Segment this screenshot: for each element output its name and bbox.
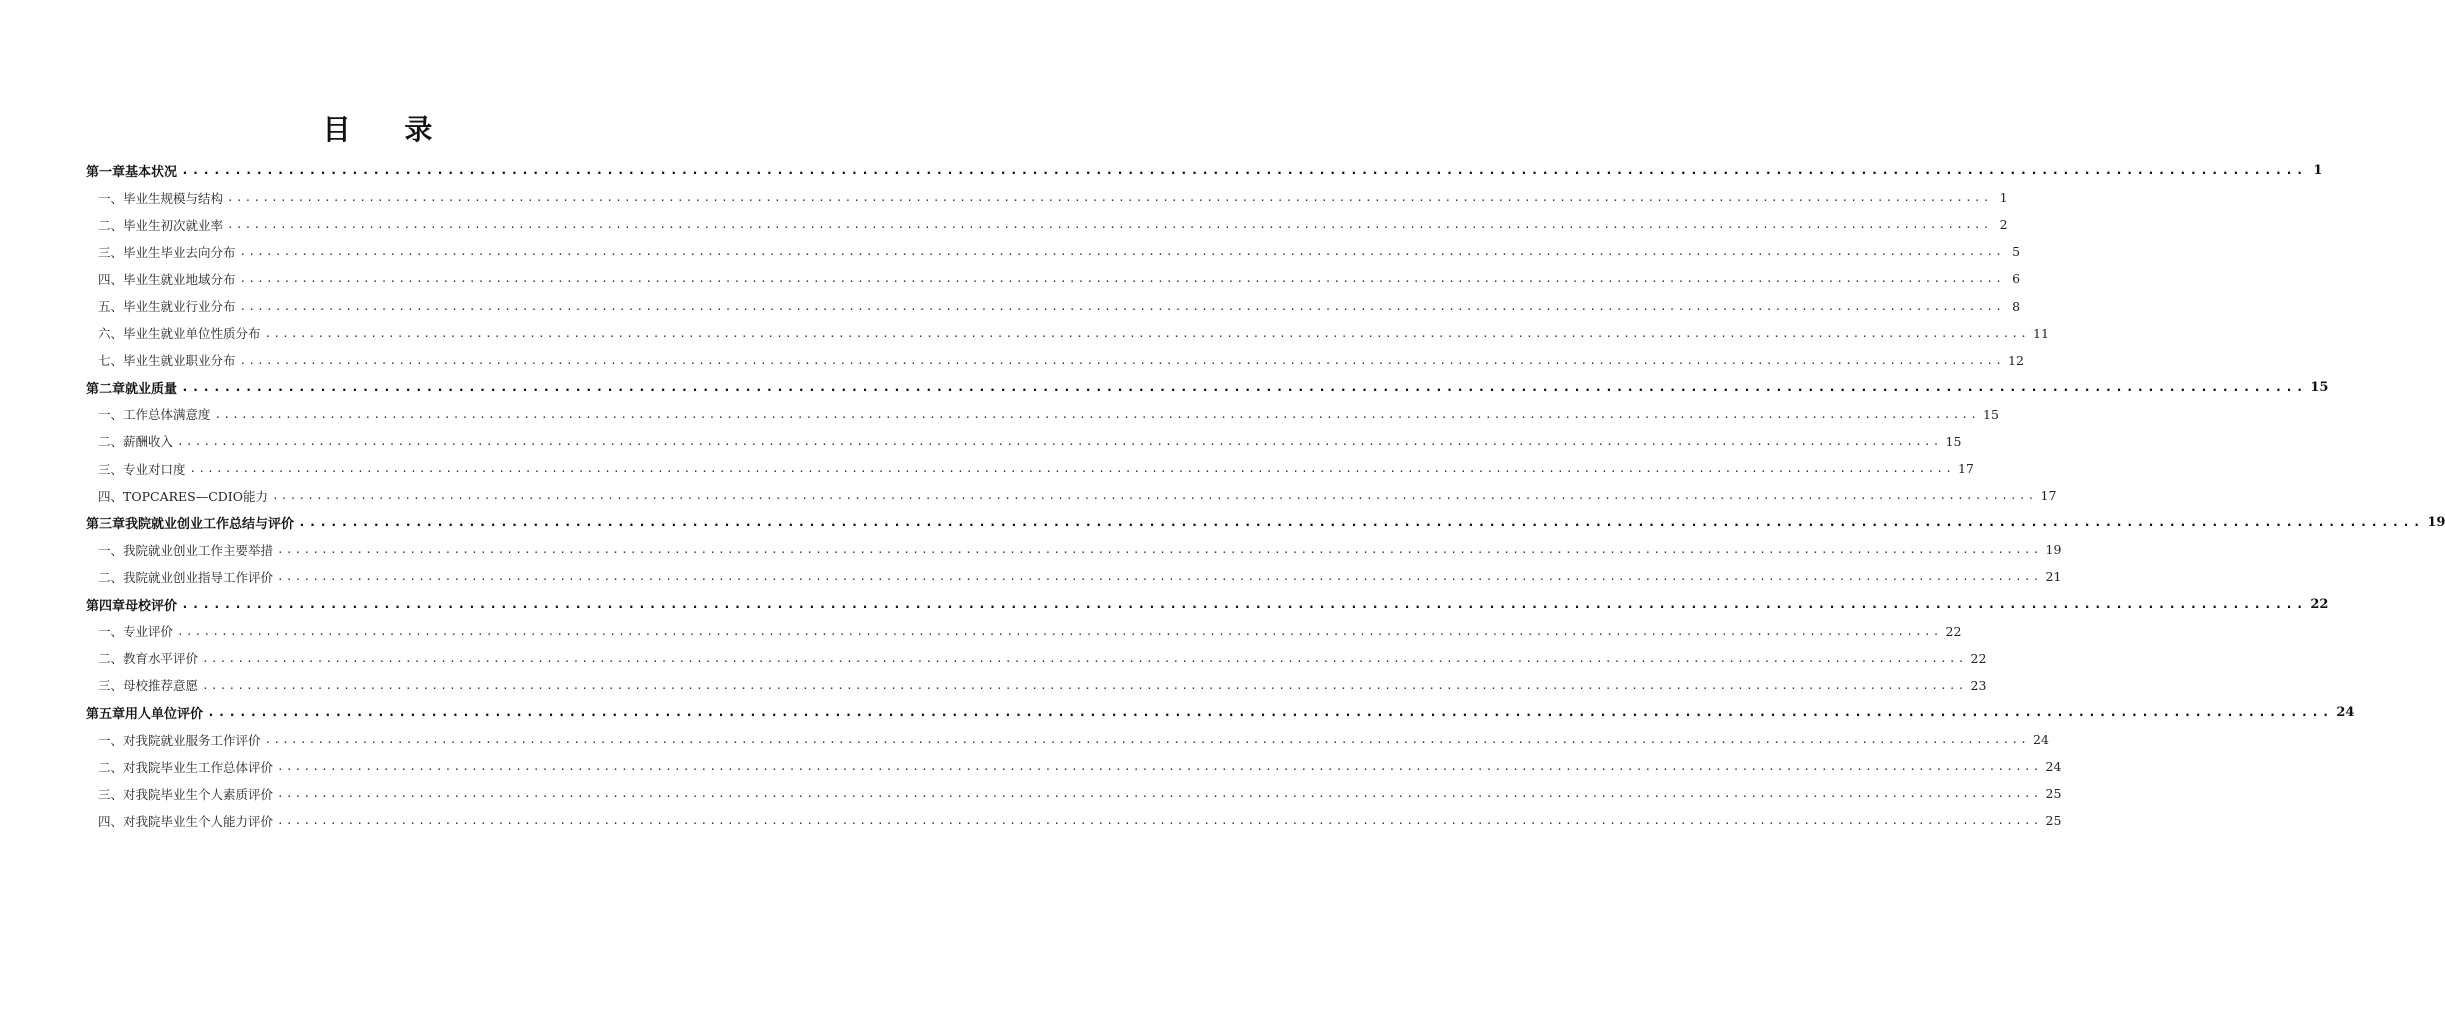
toc-section-entry[interactable]: [86, 455, 1974, 482]
toc-section-entry[interactable]: [86, 807, 2062, 834]
entry-number-text: 一、: [98, 732, 124, 748]
entry-title: 毕业生就业单位性质分布: [123, 326, 261, 342]
page-number: 17: [2040, 488, 2057, 504]
entry-number-text: 二、: [98, 569, 124, 585]
dot-leader: ........................................................................................................................................................................................................: [239, 272, 2005, 286]
entry-number-text: 三、: [98, 786, 124, 802]
entry-number: [86, 351, 123, 369]
toc-chapter-entry[interactable]: [86, 374, 2329, 401]
entry-number-text: 第一章: [86, 165, 126, 181]
toc-section-entry[interactable]: [86, 726, 2049, 753]
page-number: 15: [2310, 379, 2329, 395]
entry-number: [86, 243, 123, 261]
entry-number-text: 二、: [98, 217, 124, 233]
toc-section-entry[interactable]: [86, 401, 1999, 428]
toc-section-entry[interactable]: [86, 563, 2062, 590]
entry-number-text: 四、: [98, 488, 124, 504]
entry-number: [86, 216, 123, 234]
entry-title: 毕业生就业职业分布: [123, 353, 236, 369]
page-number: 11: [2033, 325, 2049, 341]
dot-leader: ........................................................................................................................................................................................................: [277, 814, 2042, 828]
dot-leader: ........................................................................................................................................................................................................: [239, 299, 2005, 313]
dot-leader: ........................................................................................................................................................................................................: [271, 489, 2037, 503]
entry-title: 母校推荐意愿: [123, 678, 199, 694]
page-number: 2: [1999, 217, 2008, 233]
toc-section-entry[interactable]: [86, 292, 2021, 319]
entry-title: 对我院就业服务工作评价: [123, 732, 261, 748]
entry-number: [86, 487, 123, 505]
toc-chapter-entry[interactable]: [86, 699, 2355, 726]
entry-number: [86, 378, 125, 397]
entry-title: 基本状况: [125, 165, 178, 181]
entry-number: [86, 622, 123, 640]
entry-number-text: 一、: [98, 542, 124, 558]
entry-title: 教育水平评价: [123, 651, 199, 667]
entry-title: 工作总体满意度: [123, 407, 211, 423]
entry-title: 母校评价: [125, 598, 178, 614]
dot-leader: ........................................................................................................................................................................................................: [202, 678, 1967, 692]
page-number: 21: [2045, 569, 2062, 585]
entry-title: 就业质量: [125, 381, 178, 397]
page-title: 目 录: [322, 113, 455, 146]
page-number: 17: [1958, 461, 1974, 477]
entry-number: [86, 731, 123, 749]
toc-section-entry[interactable]: [86, 780, 2062, 807]
dot-leader: ........................................................................................................................................................................................................: [277, 787, 2042, 801]
page-number: 1: [1999, 190, 2008, 206]
entry-number: [86, 703, 125, 722]
entry-number-text: 一、: [98, 407, 124, 423]
page-number: 15: [1983, 406, 1999, 422]
entry-number: [86, 189, 123, 207]
dot-leader: ........................................................................................................................................................................................................: [189, 462, 1955, 476]
dot-leader: ........................................................................................................................................................................................................: [181, 163, 2307, 179]
entry-number-text: 二、: [98, 434, 124, 450]
dot-leader: ........................................................................................................................................................................................................: [214, 407, 1980, 421]
dot-leader: ........................................................................................................................................................................................................: [277, 760, 2042, 774]
dot-leader: ........................................................................................................................................................................................................: [202, 651, 1967, 665]
toc-section-entry[interactable]: [86, 428, 1962, 455]
page-number: 23: [1970, 677, 1987, 693]
page-number: 24: [2033, 732, 2049, 748]
dot-leader: ........................................................................................................................................................................................................: [264, 326, 2030, 340]
entry-title: 毕业生初次就业率: [123, 217, 224, 233]
entry-number-text: 一、: [98, 624, 124, 640]
entry-number-text: 第三章: [86, 517, 126, 533]
toc-section-entry[interactable]: [86, 645, 1987, 672]
toc-section-entry[interactable]: [86, 347, 2024, 374]
entry-number-text: 三、: [98, 244, 124, 260]
toc-section-entry[interactable]: [86, 320, 2049, 347]
page-number: 19: [2427, 515, 2445, 531]
entry-number: [86, 785, 123, 803]
entry-number: [86, 161, 125, 180]
entry-number-text: 三、: [98, 678, 124, 694]
entry-title: 对我院毕业生个人素质评价: [123, 786, 274, 802]
entry-number: [86, 324, 123, 342]
entry-number: [86, 297, 123, 315]
toc-section-entry[interactable]: [86, 211, 2008, 238]
entry-number-text: 第四章: [86, 598, 126, 614]
page-number: 22: [2310, 596, 2329, 612]
entry-number: [86, 676, 123, 694]
entry-number-text: 六、: [98, 326, 124, 342]
entry-title: 对我院毕业生工作总体评价: [123, 759, 274, 775]
entry-number: [86, 513, 125, 532]
entry-title: 专业评价: [123, 624, 174, 640]
entry-title: TOPCARES—CDIO能力: [123, 488, 268, 504]
entry-title: 对我院毕业生个人能力评价: [123, 813, 274, 829]
entry-number-text: 二、: [98, 759, 124, 775]
entry-title: 毕业生毕业去向分布: [123, 244, 236, 260]
entry-number: [86, 270, 123, 288]
dot-leader: ........................................................................................................................................................................................................: [277, 543, 2042, 557]
dot-leader: ........................................................................................................................................................................................................: [227, 191, 1992, 205]
entry-number-text: 四、: [98, 271, 124, 287]
entry-title: 薪酬收入: [123, 434, 174, 450]
page-number: 24: [2045, 759, 2062, 775]
toc-section-entry[interactable]: [86, 753, 2062, 780]
page-number: 25: [2045, 786, 2062, 802]
toc-chapter-entry[interactable]: [86, 509, 2445, 536]
page-number: 1: [2313, 163, 2323, 179]
toc-section-entry[interactable]: [86, 536, 2062, 563]
toc-section-entry[interactable]: [86, 618, 1962, 645]
page-number: 25: [2045, 813, 2062, 829]
entry-number-text: 四、: [98, 813, 124, 829]
entry-number: [86, 405, 123, 423]
entry-number: [86, 812, 123, 830]
dot-leader: ........................................................................................................................................................................................................: [207, 704, 2333, 720]
toc-section-entry[interactable]: [86, 672, 1987, 699]
toc-list: [86, 157, 2445, 834]
dot-leader: ........................................................................................................................................................................................................: [177, 624, 1942, 638]
dot-leader: ........................................................................................................................................................................................................: [239, 245, 2005, 259]
toc-section-entry[interactable]: [86, 238, 2021, 265]
entry-title: 毕业生就业行业分布: [123, 299, 236, 315]
entry-number-text: 七、: [98, 353, 124, 369]
entry-title: 我院就业创业指导工作评价: [123, 569, 274, 585]
page-number: 19: [2045, 542, 2062, 558]
page-number: 5: [2012, 244, 2021, 260]
page-number: 8: [2012, 298, 2021, 314]
entry-number: [86, 432, 123, 450]
entry-number-text: 一、: [98, 190, 124, 206]
dot-leader: ........................................................................................................................................................................................................: [277, 570, 2042, 584]
dot-leader: ........................................................................................................................................................................................................: [298, 515, 2424, 531]
dot-leader: ........................................................................................................................................................................................................: [181, 596, 2307, 612]
entry-title: 我院就业创业工作总结与评价: [125, 517, 295, 533]
dot-leader: ........................................................................................................................................................................................................: [239, 353, 2005, 367]
page-number: 6: [2012, 271, 2021, 287]
page-number: 22: [1945, 623, 1962, 639]
entry-number-text: 第二章: [86, 381, 126, 397]
entry-number: [86, 568, 123, 586]
dot-leader: ........................................................................................................................................................................................................: [181, 379, 2307, 395]
entry-title: 毕业生就业地域分布: [123, 271, 236, 287]
entry-number-text: 第五章: [86, 706, 126, 722]
page-number: 15: [1945, 433, 1962, 449]
toc-chapter-entry[interactable]: [86, 157, 2323, 184]
toc-section-entry[interactable]: [86, 482, 2057, 509]
entry-title: 我院就业创业工作主要举措: [123, 542, 274, 558]
entry-number: [86, 595, 125, 614]
entry-title: 专业对口度: [123, 461, 186, 477]
entry-number: [86, 460, 123, 478]
entry-number: [86, 758, 123, 776]
entry-number: [86, 649, 123, 667]
entry-number-text: 五、: [98, 299, 124, 315]
page-number: 22: [1970, 650, 1987, 666]
toc-section-entry[interactable]: [86, 265, 2021, 292]
entry-number-text: 二、: [98, 651, 124, 667]
dot-leader: ........................................................................................................................................................................................................: [264, 733, 2030, 747]
page-number: 12: [2008, 352, 2024, 368]
toc-chapter-entry[interactable]: [86, 591, 2329, 618]
entry-title: 毕业生规模与结构: [123, 190, 224, 206]
dot-leader: ........................................................................................................................................................................................................: [227, 218, 1992, 232]
toc-section-entry[interactable]: [86, 184, 2008, 211]
entry-number: [86, 541, 123, 559]
page-number: 24: [2336, 704, 2355, 720]
dot-leader: ........................................................................................................................................................................................................: [177, 434, 1942, 448]
entry-number-text: 三、: [98, 461, 124, 477]
entry-title: 用人单位评价: [125, 706, 204, 722]
